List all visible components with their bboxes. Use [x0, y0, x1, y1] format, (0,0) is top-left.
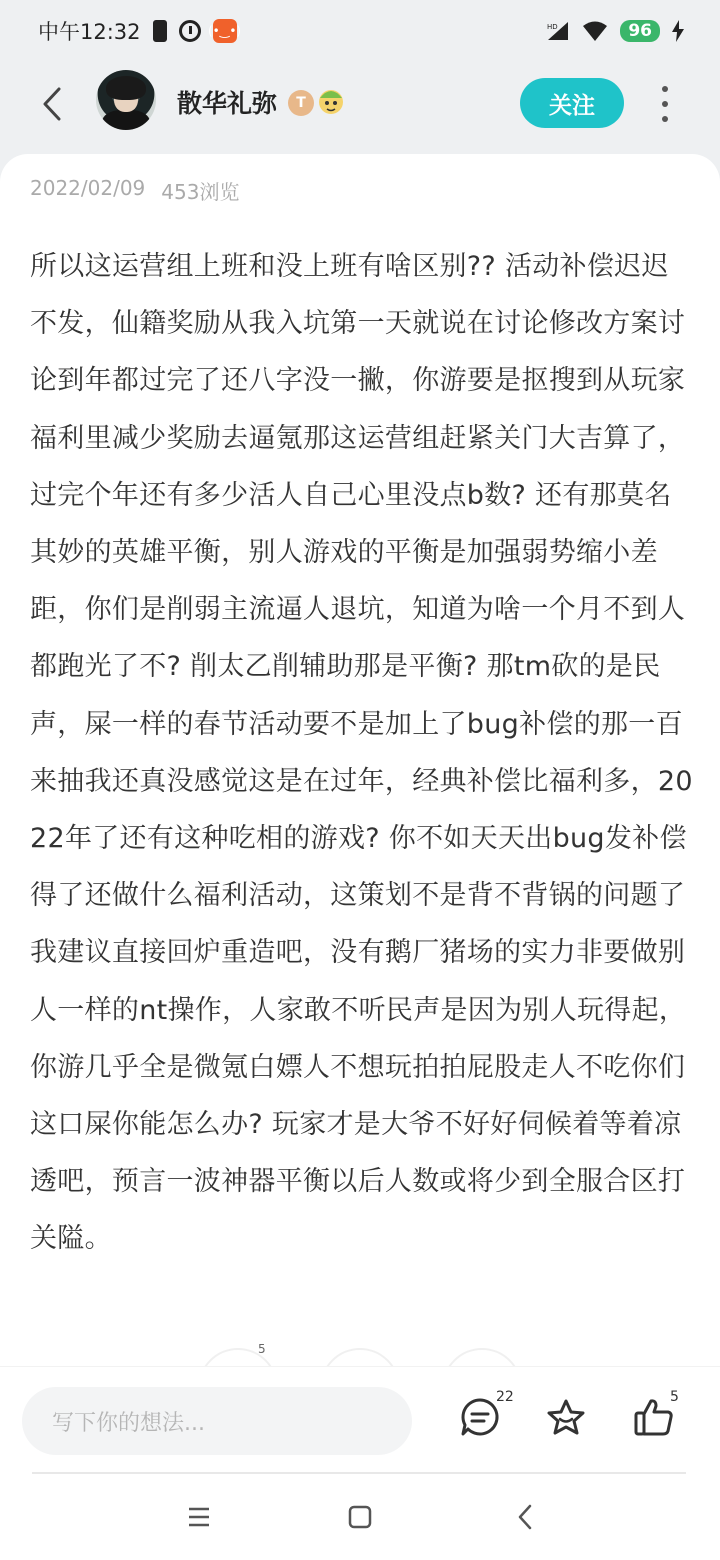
post-header — [0, 62, 720, 154]
comment-input[interactable]: 写下你的想法... — [22, 1387, 412, 1455]
comment-count: 22 — [496, 1389, 514, 1405]
back-icon[interactable] — [512, 1504, 538, 1530]
sticker-icon — [316, 86, 346, 116]
more-vertical-icon[interactable] — [656, 86, 674, 122]
charging-icon — [672, 20, 684, 42]
svg-text:HD: HD — [547, 23, 558, 31]
follow-button[interactable]: 关注 — [520, 78, 624, 128]
post-card — [0, 154, 720, 1366]
level-badge-icon: T — [288, 90, 314, 116]
wifi-icon — [582, 20, 608, 42]
hd-signal-icon — [546, 20, 570, 42]
comment-icon — [460, 1397, 500, 1437]
favorite-button[interactable] — [542, 1393, 590, 1441]
battery-icon: 96 — [620, 20, 660, 42]
status-time: 中午12:32 — [38, 20, 141, 44]
author-name[interactable]: 散华礼弥 — [177, 89, 278, 118]
system-nav-bar — [0, 1474, 720, 1560]
back-arrow-icon[interactable] — [32, 84, 72, 124]
post-meta — [30, 176, 239, 205]
home-icon[interactable] — [347, 1504, 373, 1530]
app-notification-icon: (•‿•) — [213, 19, 237, 43]
favorite-star-icon — [546, 1397, 586, 1437]
post-views: 453浏览 — [161, 180, 240, 204]
alarm-icon — [179, 20, 201, 42]
post-body: 所以这运营组上班和没上班有啥区别?? 活动补偿迟迟不发，仙籍奖励从我入坑第一天就说在讨论修改方案讨论到年都过完了还八字没一撇，你游要是抠搜到从玩家福利里减少奖励去逼氪那这运营组赶紧关门大吉算了，过完个年还有多少活人自己心里没点b数? 还有那莫名其妙的英雄平衡，别人游戏的平衡是加强弱势缩小差距，你们是削弱主流逼人退坑，知道为啥一个月不到人都跑光了不? 削太乙削辅助那是平衡? 那tm砍的是民声，屎一样的春节活动要不是加上了bug补偿的那一百来抽我还真没感觉这是在过年，经典补偿比福利多，2022年了还有这种吃相的游戏? 你不如天天出bug发补偿得了还做什么福利活动，这策划不是背不背锅的问题了我建议直接回炉重造吧，没有鹅厂猪场的实力非要做别人一样的nt操作，人家敢不听民声是因为别人玩得起，你游几乎全是微氪白嫖人不想玩拍拍屁股走人不吃你们这口屎你能怎么办? 玩家才是大爷不好好伺候着等着凉透吧，预言一波神器平衡以后人数或将少到全服合区打关隘。 — [30, 251, 693, 1255]
comment-button[interactable] — [456, 1389, 514, 1441]
post-date: 2022/02/09 — [30, 176, 146, 200]
status-bar — [0, 0, 720, 62]
thumbs-up-icon — [633, 1397, 675, 1437]
like-button[interactable] — [630, 1389, 679, 1441]
status-bar-right — [546, 20, 684, 42]
recents-icon[interactable] — [186, 1504, 212, 1530]
reaction-count: 5 — [258, 1342, 266, 1356]
vibrate-icon — [153, 20, 167, 42]
status-bar-left — [38, 16, 242, 46]
avatar[interactable] — [96, 70, 156, 130]
bottom-action-bar — [0, 1366, 720, 1474]
like-count: 5 — [670, 1389, 679, 1405]
